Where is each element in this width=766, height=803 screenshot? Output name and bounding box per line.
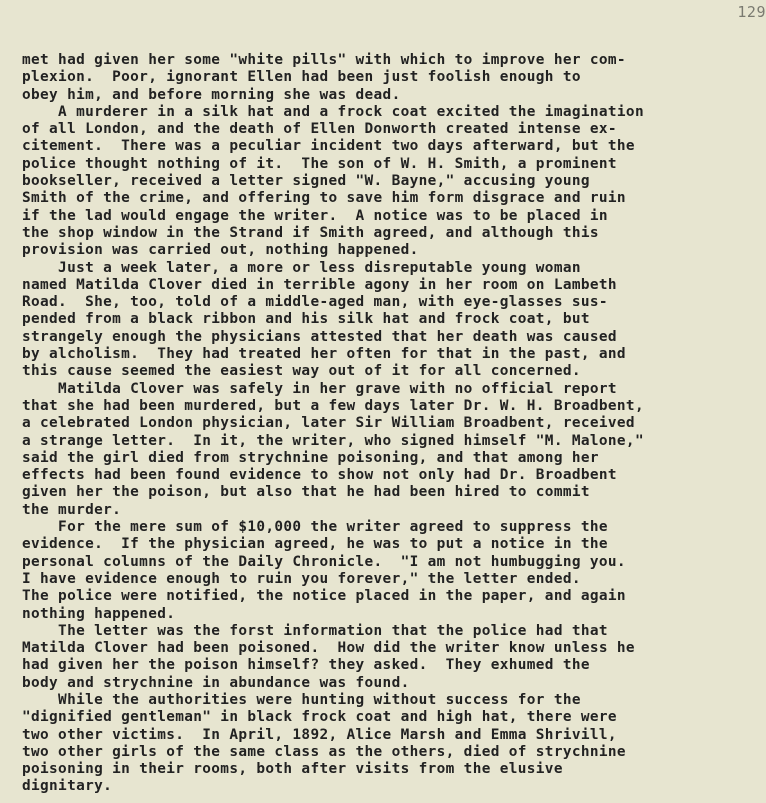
- text-line: dignitary.: [22, 778, 113, 795]
- text-line: two other victims. In April, 1892, Alice Marsh and Emma Shrivill,: [22, 726, 617, 743]
- text-line: Just a week later, a more or less disreputable young woman: [22, 259, 581, 276]
- text-line: While the authorities were hunting without success for the: [22, 691, 581, 708]
- text-line: given her the poison, but also that he had been hired to commit: [22, 484, 590, 501]
- text-line: Road. She, too, told of a middle-aged man, with eye-glasses sus-: [22, 294, 608, 311]
- text-line: this cause seemed the easiest way out of it for all concerned.: [22, 363, 581, 380]
- text-line: pended from a black ribbon and his silk hat and frock coat, but: [22, 311, 590, 328]
- text-line: personal columns of the Daily Chronicle. "I am not humbugging you.: [22, 553, 626, 570]
- text-line: that she had been murdered, but a few days later Dr. W. H. Broadbent,: [22, 397, 644, 414]
- text-line: The letter was the forst information that the police had that: [22, 622, 608, 639]
- text-line: effects had been found evidence to show not only had Dr. Broadbent: [22, 467, 617, 484]
- typewritten-text: [22, 52, 762, 796]
- text-line: had given her the poison himself? they asked. They exhumed the: [22, 657, 590, 674]
- text-line: a strange letter. In it, the writer, who signed himself "M. Malone,": [22, 432, 644, 449]
- text-line: named Matilda Clover died in terrible agony in her room on Lambeth: [22, 276, 617, 293]
- text-line: if the lad would engage the writer. A notice was to be placed in: [22, 207, 608, 224]
- text-line: provision was carried out, nothing happened.: [22, 242, 419, 259]
- text-line: met had given her some "white pills" with which to improve her com-: [22, 52, 626, 68]
- text-line: Matilda Clover was safely in her grave with no official report: [22, 380, 617, 397]
- text-line: poisoning in their rooms, both after visits from the elusive: [22, 761, 563, 778]
- text-line: Smith of the crime, and offering to save him form disgrace and ruin: [22, 190, 626, 207]
- text-line: Matilda Clover had been poisoned. How did the writer know unless he: [22, 640, 635, 657]
- text-line: nothing happened.: [22, 605, 176, 622]
- text-line: of all London, and the death of Ellen Donworth created intense ex-: [22, 121, 617, 138]
- text-line: police thought nothing of it. The son of W. H. Smith, a prominent: [22, 155, 617, 172]
- text-line: citement. There was a peculiar incident two days afterward, but the: [22, 138, 635, 155]
- text-line: a celebrated London physician, later Sir William Broadbent, received: [22, 415, 635, 432]
- text-line: For the mere sum of $10,000 the writer agreed to suppress the: [22, 519, 608, 536]
- text-line: plexion. Poor, ignorant Ellen had been just foolish enough to: [22, 69, 581, 86]
- text-line: obey him, and before morning she was dead.: [22, 86, 401, 103]
- text-line: by alcholism. They had treated her often for that in the past, and: [22, 346, 626, 363]
- text-line: evidence. If the physician agreed, he was to put a notice in the: [22, 536, 608, 553]
- text-line: bookseller, received a letter signed "W. Bayne," accusing young: [22, 173, 590, 190]
- text-line: The police were notified, the notice placed in the paper, and again: [22, 588, 626, 605]
- text-line: two other girls of the same class as the others, died of strychnine: [22, 743, 626, 760]
- text-line: the shop window in the Strand if Smith agreed, and although this: [22, 224, 599, 241]
- text-line: I have evidence enough to ruin you forever," the letter ended.: [22, 570, 581, 587]
- page-number: 129: [737, 3, 766, 21]
- text-line: A murderer in a silk hat and a frock coat excited the imagination: [22, 103, 644, 120]
- text-line: strangely enough the physicians attested that her death was caused: [22, 328, 617, 345]
- text-line: said the girl died from strychnine poisoning, and that among her: [22, 449, 599, 466]
- text-line: body and strychnine in abundance was found.: [22, 674, 410, 691]
- text-line: "dignified gentleman" in black frock coat and high hat, there were: [22, 709, 617, 726]
- text-line: the murder.: [22, 501, 122, 518]
